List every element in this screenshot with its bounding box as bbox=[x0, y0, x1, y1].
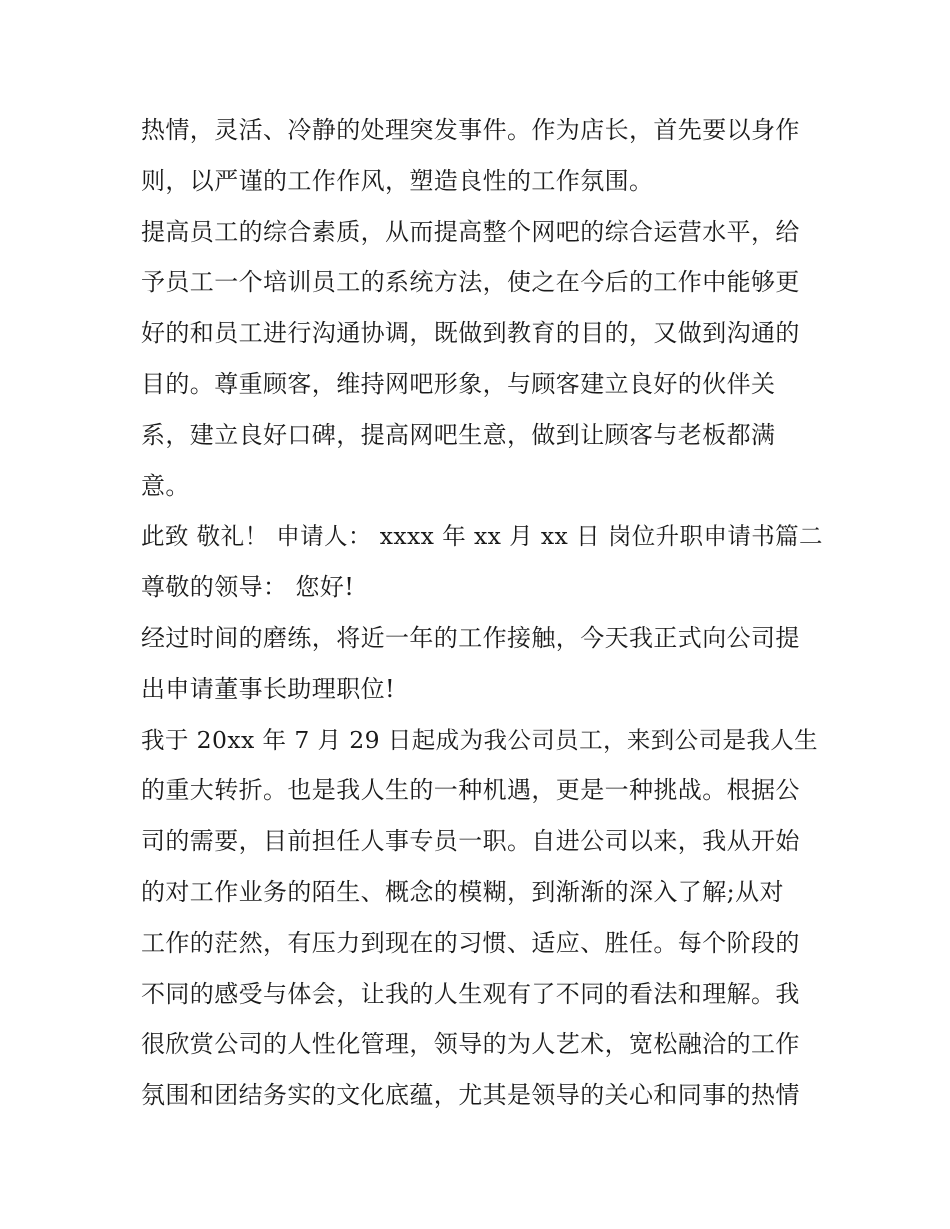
text-line: 的重大转折。也是我人生的一种机遇，更是一种挑战。根据公 bbox=[141, 776, 800, 805]
text-line: 不同的感受与体会，让我的人生观有了不同的看法和理解。我 bbox=[141, 979, 800, 1008]
text-line: 此致 敬礼！ 申请人： xxxx 年 xx 月 xx 日 岗位升职申请书篇二 bbox=[141, 522, 823, 551]
text-line: 氛围和团结务实的文化底蕴，尤其是领导的关心和同事的热情 bbox=[141, 1081, 800, 1110]
text-line: 的对工作业务的陌生、概念的模糊，到渐渐的深入了解;从对 bbox=[141, 877, 784, 906]
text-line: 我于 20xx 年 7 月 29 日起成为我公司员工，来到公司是我人生 bbox=[141, 725, 819, 754]
text-line: 很欣赏公司的人性化管理，领导的为人艺术，宽松融洽的工作 bbox=[141, 1030, 800, 1059]
text-line: 提高员工的综合素质，从而提高整个网吧的综合运营水平，给 bbox=[141, 217, 800, 246]
text-line: 工作的茫然，有压力到现在的习惯、适应、胜任。每个阶段的 bbox=[141, 928, 800, 957]
text-line: 予员工一个培训员工的系统方法，使之在今后的工作中能够更 bbox=[141, 268, 800, 297]
document-body bbox=[141, 110, 821, 1126]
text-line: 则，以严谨的工作作风，塑造良性的工作氛围。 bbox=[141, 166, 654, 195]
text-line: 尊敬的领导： 您好! bbox=[141, 573, 355, 602]
text-line: 意。 bbox=[141, 471, 190, 500]
text-line: 经过时间的磨练，将近一年的工作接触，今天我正式向公司提 bbox=[141, 623, 800, 652]
text-line: 好的和员工进行沟通协调，既做到教育的目的，又做到沟通的 bbox=[141, 319, 800, 348]
text-line: 司的需要，目前担任人事专员一职。自进公司以来，我从开始 bbox=[141, 827, 800, 856]
text-line: 出申请董事长助理职位! bbox=[141, 674, 396, 703]
text-line: 目的。尊重顾客，维持网吧形象，与顾客建立良好的伙伴关 bbox=[141, 369, 776, 398]
text-line: 热情，灵活、冷静的处理突发事件。作为店长，首先要以身作 bbox=[141, 116, 800, 144]
text-line: 系，建立良好口碑，提高网吧生意，做到让顾客与老板都满 bbox=[141, 420, 776, 449]
